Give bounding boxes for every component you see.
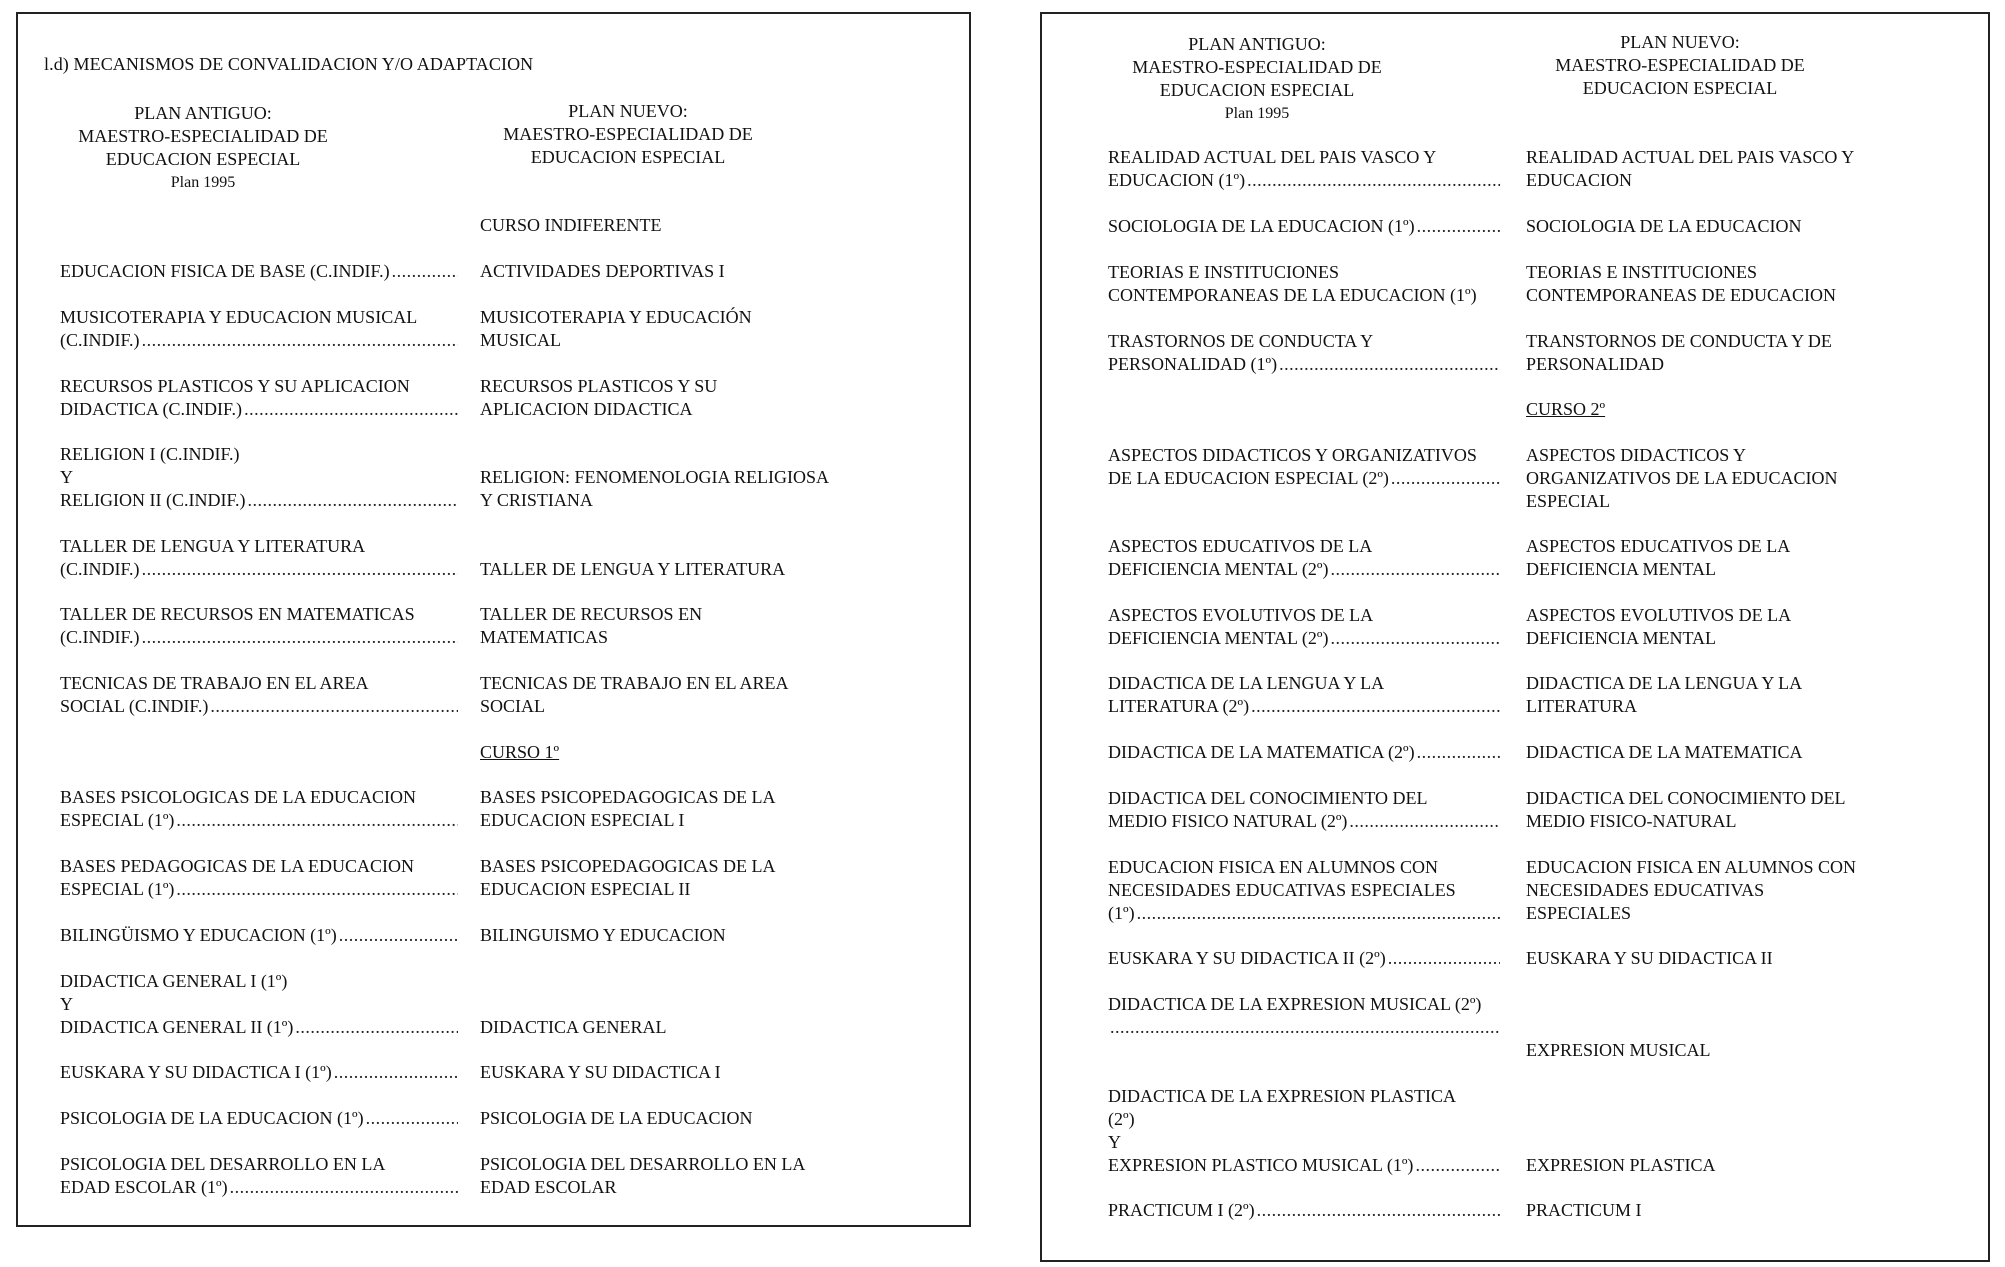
old-subject xyxy=(1108,856,1500,925)
old-subject-line: (1º) xyxy=(1108,903,1135,923)
new-subject-line: APLICACION DIDACTICA xyxy=(480,399,693,419)
old-subject xyxy=(1108,672,1500,718)
old-subject-line: EDUCACION FISICA EN ALUMNOS CON xyxy=(1108,857,1439,877)
new-subject xyxy=(1526,947,1966,970)
old-subject-line: (C.INDIF.) xyxy=(60,559,140,579)
table-row xyxy=(1108,330,1968,376)
new-subject xyxy=(1526,261,1966,307)
new-subject xyxy=(1526,535,1966,581)
new-subject-line xyxy=(1526,1016,1966,1039)
new-subject xyxy=(480,306,920,352)
old-subject xyxy=(1108,215,1500,238)
old-subject-line: ASPECTOS DIDACTICOS Y ORGANIZATIVOS xyxy=(1108,445,1477,465)
old-subject-line: DE LA EDUCACION ESPECIAL (2º) xyxy=(1108,468,1389,488)
dot-leader xyxy=(210,695,458,718)
old-subject xyxy=(1108,444,1500,513)
new-subject xyxy=(480,924,920,947)
new-subject xyxy=(480,443,920,512)
old-subject-line: BASES PSICOLOGICAS DE LA EDUCACION xyxy=(60,787,417,807)
old-subject-line: DIDACTICA DEL CONOCIMIENTO DEL xyxy=(1108,788,1428,808)
old-subject-line: BILINGÜISMO Y EDUCACION (1º) xyxy=(60,925,337,945)
new-subject-line: LITERATURA xyxy=(1526,696,1637,716)
old-subject xyxy=(60,260,458,283)
old-subject xyxy=(1108,741,1500,764)
new-subject xyxy=(1526,856,1966,925)
new-subject-line: PERSONALIDAD xyxy=(1526,354,1665,374)
new-subject xyxy=(480,672,920,718)
new-subject-line xyxy=(1526,993,1966,1016)
header-line: MAESTRO-ESPECIALIDAD DE xyxy=(1555,55,1805,75)
old-subject xyxy=(1108,330,1500,376)
old-subject xyxy=(60,375,458,421)
old-subject xyxy=(60,786,458,832)
header-line: MAESTRO-ESPECIALIDAD DE xyxy=(503,124,753,144)
table-row xyxy=(1108,787,1968,833)
header-plan-antiguo xyxy=(58,102,348,194)
old-subject xyxy=(60,970,458,1039)
old-subject xyxy=(1108,993,1500,1062)
old-subject-line: EDUCACION (1º) xyxy=(1108,170,1246,190)
dot-leader xyxy=(142,329,458,352)
old-subject-line: PSICOLOGIA DE LA EDUCACION (1º) xyxy=(60,1108,364,1128)
table-row xyxy=(60,1153,940,1199)
dot-leader xyxy=(1415,1154,1500,1177)
old-subject-line: DEFICIENCIA MENTAL (2º) xyxy=(1108,559,1329,579)
table-row xyxy=(1108,947,1968,970)
table-row xyxy=(1108,1085,1968,1177)
new-subject-line: BASES PSICOPEDAGOGICAS DE LA xyxy=(480,856,776,876)
new-subject-line: TECNICAS DE TRABAJO EN EL AREA xyxy=(480,673,789,693)
header-plan-nuevo xyxy=(478,100,778,169)
table-row xyxy=(60,1061,940,1084)
old-subject-line: SOCIOLOGIA DE LA EDUCACION (1º) xyxy=(1108,216,1415,236)
new-subject xyxy=(480,214,920,237)
new-subject xyxy=(1526,1085,1966,1177)
new-subject-line: TALLER DE RECURSOS EN xyxy=(480,604,703,624)
header-line: PLAN ANTIGUO: xyxy=(1188,34,1326,54)
table-row xyxy=(60,375,940,421)
new-subject-line: DIDACTICA DE LA MATEMATICA xyxy=(1526,742,1803,762)
old-subject-line: PERSONALIDAD (1º) xyxy=(1108,354,1278,374)
dot-leader xyxy=(1349,810,1500,833)
course-heading-row xyxy=(1108,398,1968,421)
new-subject xyxy=(1526,1199,1966,1222)
dot-leader xyxy=(142,558,458,581)
old-subject-line: Y xyxy=(60,467,73,487)
old-subject-line: (C.INDIF.) xyxy=(60,627,140,647)
old-subject xyxy=(1108,261,1500,307)
dot-leader xyxy=(1110,1016,1500,1039)
dot-leader xyxy=(1391,467,1500,490)
old-subject-line: Y xyxy=(1108,1132,1121,1152)
new-subject xyxy=(1526,604,1966,650)
header-line: Plan 1995 xyxy=(1224,105,1290,122)
table-row xyxy=(60,603,940,649)
new-subject-line: MATEMATICAS xyxy=(480,627,609,647)
old-subject xyxy=(1108,535,1500,581)
old-subject-line: ASPECTOS EVOLUTIVOS DE LA xyxy=(1108,605,1374,625)
dot-leader xyxy=(1251,695,1500,718)
new-subject xyxy=(480,375,920,421)
old-subject-line: TALLER DE LENGUA Y LITERATURA xyxy=(60,536,366,556)
old-subject-line: ESPECIAL (1º) xyxy=(60,810,175,830)
new-subject-line: Y CRISTIANA xyxy=(480,490,593,510)
old-subject xyxy=(1108,947,1500,970)
old-subject-line: TEORIAS E INSTITUCIONES xyxy=(1108,262,1339,282)
course-heading-row xyxy=(60,741,940,764)
new-subject-line: PSICOLOGIA DE LA EDUCACION xyxy=(480,1108,753,1128)
table-row xyxy=(60,786,940,832)
table-row xyxy=(60,855,940,901)
new-subject xyxy=(480,855,920,901)
new-subject xyxy=(1526,741,1966,764)
new-subject-line: ORGANIZATIVOS DE LA EDUCACION xyxy=(1526,468,1838,488)
table-row xyxy=(1108,215,1968,238)
table-row xyxy=(1108,993,1968,1062)
header-plan-antiguo xyxy=(1112,33,1402,125)
old-subject xyxy=(60,855,458,901)
dot-leader xyxy=(230,1176,458,1199)
new-subject xyxy=(1526,993,1966,1062)
old-subject xyxy=(1108,604,1500,650)
old-subject xyxy=(60,1061,458,1084)
old-subject-line: LITERATURA (2º) xyxy=(1108,696,1250,716)
header-line: Plan 1995 xyxy=(170,174,236,191)
new-subject-line: ASPECTOS EDUCATIVOS DE LA xyxy=(1526,536,1791,556)
new-subject-line: PRACTICUM I xyxy=(1526,1200,1642,1220)
old-subject-line: NECESIDADES EDUCATIVAS ESPECIALES xyxy=(1108,880,1456,900)
dot-leader xyxy=(1279,353,1500,376)
new-subject-line: ASPECTOS EVOLUTIVOS DE LA xyxy=(1526,605,1792,625)
dot-leader xyxy=(1417,741,1500,764)
header-line: EDUCACION ESPECIAL xyxy=(1159,80,1355,100)
dot-leader xyxy=(339,924,458,947)
header-line: PLAN NUEVO: xyxy=(1620,32,1740,52)
table-row xyxy=(1108,1199,1968,1222)
dot-leader xyxy=(1257,1199,1500,1222)
dot-leader xyxy=(392,260,458,283)
dot-leader xyxy=(1417,215,1500,238)
table-row xyxy=(60,443,940,512)
old-subject-line: DEFICIENCIA MENTAL (2º) xyxy=(1108,628,1329,648)
new-subject-line: EDUCACION xyxy=(1526,170,1632,190)
course-heading: CURSO INDIFERENTE xyxy=(480,215,662,235)
old-subject-line: BASES PEDAGOGICAS DE LA EDUCACION xyxy=(60,856,415,876)
new-subject xyxy=(1526,398,1966,421)
new-subject-line: EXPRESION MUSICAL xyxy=(1526,1040,1711,1060)
old-subject-line: SOCIAL (C.INDIF.) xyxy=(60,696,209,716)
new-subject-line: MUSICOTERAPIA Y EDUCACIÓN xyxy=(480,307,752,327)
old-subject xyxy=(60,1153,458,1199)
old-subject xyxy=(60,603,458,649)
new-subject-line: DIDACTICA DEL CONOCIMIENTO DEL xyxy=(1526,788,1846,808)
table-row xyxy=(1108,261,1968,307)
header-line: PLAN NUEVO: xyxy=(568,101,688,121)
new-subject-line: DIDACTICA GENERAL xyxy=(480,1017,667,1037)
old-subject-line: DIDACTICA GENERAL II (1º) xyxy=(60,1017,294,1037)
header-line: EDUCACION ESPECIAL xyxy=(105,149,301,169)
new-subject-line: TEORIAS E INSTITUCIONES xyxy=(1526,262,1757,282)
table-row xyxy=(1108,672,1968,718)
old-subject-line: PSICOLOGIA DEL DESARROLLO EN LA xyxy=(60,1154,386,1174)
old-subject-line: Y xyxy=(60,994,73,1014)
dot-leader xyxy=(176,809,458,832)
old-subject xyxy=(60,535,458,581)
new-subject-line: CONTEMPORANEAS DE EDUCACION xyxy=(1526,285,1837,305)
new-subject xyxy=(1526,330,1966,376)
table-row xyxy=(60,535,940,581)
old-subject-line: EDAD ESCOLAR (1º) xyxy=(60,1177,228,1197)
old-subject-line: REALIDAD ACTUAL DEL PAIS VASCO Y xyxy=(1108,147,1437,167)
new-subject-line: SOCIAL xyxy=(480,696,546,716)
old-subject xyxy=(1108,146,1500,192)
dot-leader xyxy=(244,398,458,421)
old-subject-line: (2º) xyxy=(1108,1109,1135,1129)
new-subject xyxy=(480,970,920,1039)
table-row xyxy=(1108,741,1968,764)
new-subject xyxy=(480,1107,920,1130)
section-title: l.d) MECANISMOS DE CONVALIDACION Y/O ADAPTACION xyxy=(44,54,534,74)
dot-leader xyxy=(176,878,458,901)
new-subject-line: EUSKARA Y SU DIDACTICA II xyxy=(1526,948,1773,968)
new-subject xyxy=(1526,215,1966,238)
new-subject xyxy=(480,1153,920,1199)
dot-leader xyxy=(142,626,458,649)
new-subject-line: ACTIVIDADES DEPORTIVAS I xyxy=(480,261,725,281)
old-subject-line: EUSKARA Y SU DIDACTICA II (2º) xyxy=(1108,948,1386,968)
dot-leader xyxy=(1247,169,1500,192)
old-subject xyxy=(60,672,458,718)
new-subject-line: MUSICAL xyxy=(480,330,562,350)
new-subject-line: DEFICIENCIA MENTAL xyxy=(1526,559,1717,579)
old-subject-line: EDUCACION FISICA DE BASE (C.INDIF.) xyxy=(60,261,390,281)
header-line: EDUCACION ESPECIAL xyxy=(530,147,726,167)
new-subject-line: REALIDAD ACTUAL DEL PAIS VASCO Y xyxy=(1526,147,1855,167)
old-subject-line: DIDACTICA DE LA EXPRESION MUSICAL (2º) xyxy=(1108,994,1482,1014)
new-subject xyxy=(1526,146,1966,192)
new-subject xyxy=(480,260,920,283)
table-row xyxy=(1108,444,1968,513)
old-subject-line: CONTEMPORANEAS DE LA EDUCACION (1º) xyxy=(1108,285,1477,305)
new-subject-line: EDUCACION ESPECIAL I xyxy=(480,810,685,830)
course-heading: CURSO 2º xyxy=(1526,399,1606,419)
old-subject-line: TECNICAS DE TRABAJO EN EL AREA xyxy=(60,673,369,693)
table-row xyxy=(60,970,940,1039)
old-subject-line: EXPRESION PLASTICO MUSICAL (1º) xyxy=(1108,1155,1414,1175)
old-subject-line: TRASTORNOS DE CONDUCTA Y xyxy=(1108,331,1374,351)
table-row xyxy=(60,924,940,947)
old-subject-line: DIDACTICA GENERAL I (1º) xyxy=(60,971,288,991)
course-heading: CURSO 1º xyxy=(480,742,560,762)
new-subject-line: DIDACTICA DE LA LENGUA Y LA xyxy=(1526,673,1803,693)
new-subject-line: EDUCACION FISICA EN ALUMNOS CON xyxy=(1526,857,1857,877)
table-row xyxy=(60,672,940,718)
new-subject xyxy=(1526,444,1966,513)
new-subject xyxy=(480,741,920,764)
new-subject-line: BASES PSICOPEDAGOGICAS DE LA xyxy=(480,787,776,807)
course-heading-row xyxy=(60,214,940,237)
old-subject xyxy=(1108,1199,1500,1222)
table-row xyxy=(1108,535,1968,581)
new-subject-line: EXPRESION PLASTICA xyxy=(1526,1155,1716,1175)
dot-leader xyxy=(1330,627,1500,650)
new-subject-line: NECESIDADES EDUCATIVAS xyxy=(1526,880,1765,900)
new-subject-line: RELIGION: FENOMENOLOGIA RELIGIOSA xyxy=(480,467,829,487)
old-subject-line: MEDIO FISICO NATURAL (2º) xyxy=(1108,811,1348,831)
dot-leader xyxy=(1137,902,1500,925)
old-subject-line: (C.INDIF.) xyxy=(60,330,140,350)
old-subject-line: DIDACTICA DE LA MATEMATICA (2º) xyxy=(1108,742,1415,762)
table-row xyxy=(1108,146,1968,192)
old-subject xyxy=(60,924,458,947)
old-subject xyxy=(1108,1085,1500,1177)
dot-leader xyxy=(295,1016,458,1039)
new-subject-line: EDAD ESCOLAR xyxy=(480,1177,617,1197)
old-subject xyxy=(60,443,458,512)
table-row xyxy=(60,306,940,352)
dot-leader xyxy=(334,1061,458,1084)
new-subject-line: EDUCACION ESPECIAL II xyxy=(480,879,691,899)
dot-leader xyxy=(366,1107,458,1130)
new-subject-line: BILINGUISMO Y EDUCACION xyxy=(480,925,726,945)
dot-leader xyxy=(1330,558,1500,581)
old-subject-line: ESPECIAL (1º) xyxy=(60,879,175,899)
new-subject-line: DEFICIENCIA MENTAL xyxy=(1526,628,1717,648)
header-line: MAESTRO-ESPECIALIDAD DE xyxy=(78,126,328,146)
new-subject-line: ASPECTOS DIDACTICOS Y xyxy=(1526,445,1747,465)
old-subject-line: PRACTICUM I (2º) xyxy=(1108,1200,1255,1220)
old-subject-line: DIDACTICA DE LA EXPRESION PLASTICA xyxy=(1108,1086,1457,1106)
dot-leader xyxy=(248,489,458,512)
new-subject xyxy=(480,1061,920,1084)
dot-leader xyxy=(1388,947,1500,970)
header-line: EDUCACION ESPECIAL xyxy=(1582,78,1778,98)
old-subject-line: TALLER DE RECURSOS EN MATEMATICAS xyxy=(60,604,415,624)
old-subject-line: DIDACTICA (C.INDIF.) xyxy=(60,399,243,419)
old-subject xyxy=(60,306,458,352)
new-subject-line: MEDIO FISICO-NATURAL xyxy=(1526,811,1737,831)
new-subject-line: TALLER DE LENGUA Y LITERATURA xyxy=(480,559,786,579)
old-subject-line: RELIGION II (C.INDIF.) xyxy=(60,490,246,510)
old-subject-line: EUSKARA Y SU DIDACTICA I (1º) xyxy=(60,1062,332,1082)
table-row xyxy=(1108,856,1968,925)
table-row xyxy=(60,260,940,283)
old-subject-line: RECURSOS PLASTICOS Y SU APLICACION xyxy=(60,376,410,396)
new-subject xyxy=(480,603,920,649)
new-subject-line: ESPECIALES xyxy=(1526,903,1632,923)
old-subject-line: RELIGION I (C.INDIF.) xyxy=(60,444,240,464)
new-subject xyxy=(1526,672,1966,718)
new-subject xyxy=(480,786,920,832)
old-subject-line: MUSICOTERAPIA Y EDUCACION MUSICAL xyxy=(60,307,418,327)
table-row xyxy=(1108,604,1968,650)
page-right xyxy=(1040,12,1990,1262)
new-subject xyxy=(480,535,920,581)
new-subject-line: RECURSOS PLASTICOS Y SU xyxy=(480,376,718,396)
old-subject xyxy=(1108,787,1500,833)
new-subject-line: TRANSTORNOS DE CONDUCTA Y DE xyxy=(1526,331,1832,351)
new-subject-line: PSICOLOGIA DEL DESARROLLO EN LA xyxy=(480,1154,806,1174)
new-subject-line: SOCIOLOGIA DE LA EDUCACION xyxy=(1526,216,1802,236)
old-subject xyxy=(60,1107,458,1130)
old-subject-line: DIDACTICA DE LA LENGUA Y LA xyxy=(1108,673,1385,693)
header-line: PLAN ANTIGUO: xyxy=(134,103,272,123)
header-line: MAESTRO-ESPECIALIDAD DE xyxy=(1132,57,1382,77)
page-left xyxy=(16,12,971,1227)
new-subject xyxy=(1526,787,1966,833)
new-subject-line: EUSKARA Y SU DIDACTICA I xyxy=(480,1062,721,1082)
new-subject-line: ESPECIAL xyxy=(1526,491,1611,511)
old-subject-line: ASPECTOS EDUCATIVOS DE LA xyxy=(1108,536,1373,556)
table-row xyxy=(60,1107,940,1130)
header-plan-nuevo xyxy=(1535,31,1825,100)
